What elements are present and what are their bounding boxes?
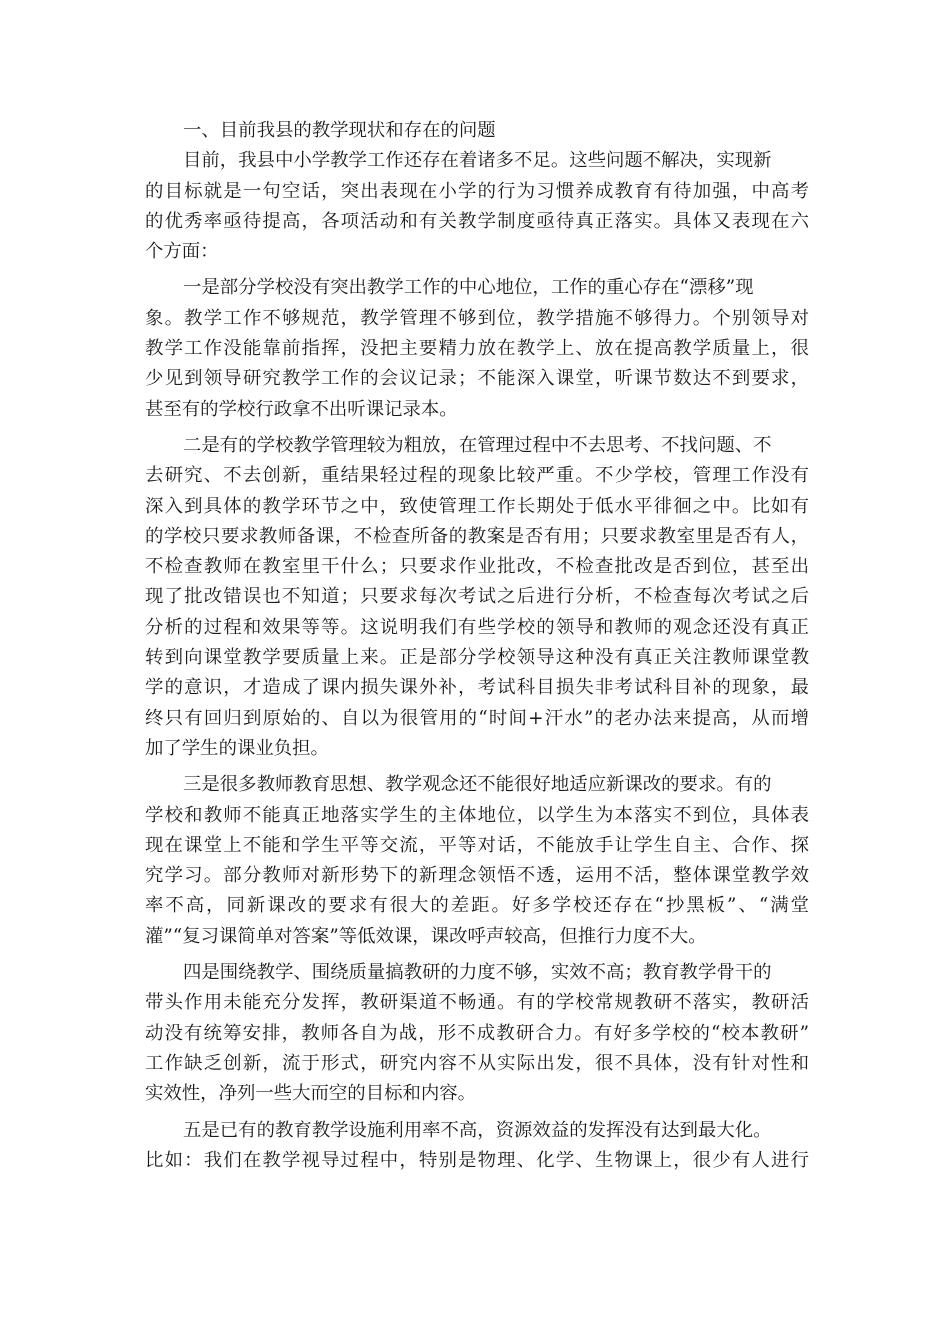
text-line: 转到向课堂教学要质量上来。正是部分学校领导这种没有真正关注教师课堂教 xyxy=(145,647,809,669)
text-line: 二是有的学校教学管理较为粗放，在管理过程中不去思考、不找问题、不 xyxy=(183,434,772,456)
text-line: 终只有回归到原始的、自以为很管用的“时间+汗水”的老办法来提高，从而增 xyxy=(145,707,809,729)
text-line: 分析的过程和效果等等。这说明我们有些学校的领导和教师的观念还没有真正 xyxy=(145,616,809,638)
text-line: 现了批改错误也不知道；只要求每次考试之后进行分析，不检查每次考试之后 xyxy=(145,586,809,608)
text-line: 率不高，同新课改的要求有很大的差距。好多学校还存在“抄黑板”、“满堂 xyxy=(145,895,809,917)
text-line: 四是围绕教学、围绕质量搞教研的力度不够，实效不高；教育教学骨干的 xyxy=(183,962,772,984)
document-body xyxy=(145,116,809,1176)
paragraph-point-3 xyxy=(145,770,809,952)
text-line: 灌”“复习课简单对答案”等低效课，课改呼声较高，但推行力度不大。 xyxy=(145,925,707,947)
text-line: 究学习。部分教师对新形势下的新理念领悟不透，运用不活，整体课堂教学效 xyxy=(145,865,809,887)
paragraph-point-4 xyxy=(145,958,809,1109)
text-line: 甚至有的学校行政拿不出听课记录本。 xyxy=(145,398,458,420)
text-line: 去研究、不去创新，重结果轻过程的现象比较严重。不少学校，管理工作没有 xyxy=(145,465,809,487)
text-line: 动没有统筹安排，教师各自为战，形不成教研合力。有好多学校的“校本教研” xyxy=(145,1022,809,1044)
text-line: 现在课堂上不能和学生平等交流，平等对话，不能放手让学生自主、合作、探 xyxy=(145,834,809,856)
text-line: 学校和教师不能真正地落实学生的主体地位，以学生为本落实不到位，具体表 xyxy=(145,804,809,826)
text-line: 个方面： xyxy=(145,241,219,263)
text-line: 加了学生的课业负担。 xyxy=(145,737,329,759)
paragraph-point-1 xyxy=(145,273,809,424)
text-line: 象。教学工作不够规范，教学管理不够到位，教学措施不够得力。个别领导对 xyxy=(145,307,809,329)
text-line: 的优秀率亟待提高，各项活动和有关教学制度亟待真正落实。具体又表现在六 xyxy=(145,210,809,232)
text-line: 不检查教师在教室里干什么；只要求作业批改，不检查批改是否到位，甚至出 xyxy=(145,556,809,578)
text-line: 目前，我县中小学教学工作还存在着诸多不足。这些问题不解决，实现新 xyxy=(183,150,772,172)
text-line: 的目标就是一句空话，突出表现在小学的行为习惯养成教育有待加强，中高考 xyxy=(145,180,809,202)
text-line: 五是已有的教育教学设施利用率不高，资源效益的发挥没有达到最大化。 xyxy=(183,1119,772,1141)
paragraph-intro xyxy=(145,146,809,267)
text-line: 比如：我们在教学视导过程中，特别是物理、化学、生物课上，很少有人进行 xyxy=(145,1149,809,1171)
paragraph-point-5 xyxy=(145,1116,809,1177)
text-line: 学的意识，才造成了课内损失课外补，考试科目损失非考试科目补的现象，最 xyxy=(145,677,809,699)
paragraph-point-2 xyxy=(145,431,809,764)
text-line: 的学校只要求教师备课，不检查所备的教案是否有用；只要求教室里是否有人， xyxy=(145,525,809,547)
text-line: 工作缺乏创新，流于形式，研究内容不从实际出发，很不具体，没有针对性和 xyxy=(145,1052,809,1074)
text-line: 一是部分学校没有突出教学工作的中心地位，工作的重心存在“漂移”现 xyxy=(183,277,754,299)
section-heading: 一、目前我县的教学现状和存在的问题 xyxy=(183,120,496,141)
text-line: 教学工作没能靠前指挥，没把主要精力放在教学上、放在提高教学质量上，很 xyxy=(145,338,809,360)
text-line: 带头作用未能充分发挥，教研渠道不畅通。有的学校常规教研不落实，教研活 xyxy=(145,992,809,1014)
text-line: 三是很多教师教育思想、教学观念还不能很好地适应新课改的要求。有的 xyxy=(183,774,772,796)
text-line: 少见到领导研究教学工作的会议记录；不能深入课堂，听课节数达不到要求， xyxy=(145,368,809,390)
text-line: 实效性，净列一些大而空的目标和内容。 xyxy=(145,1083,477,1105)
text-line: 深入到具体的教学环节之中，致使管理工作长期处于低水平徘徊之中。比如有 xyxy=(145,495,809,517)
